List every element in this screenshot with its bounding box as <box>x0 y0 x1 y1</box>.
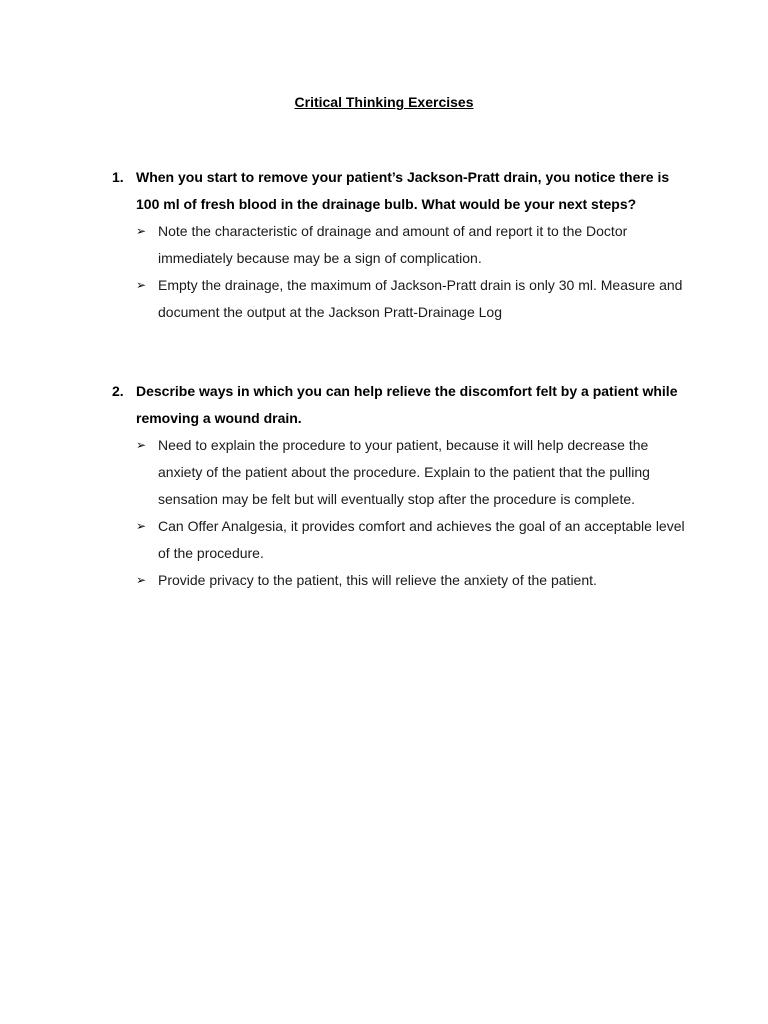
arrow-bullet-icon: ➢ <box>136 438 147 452</box>
question-number: 2. <box>112 383 124 399</box>
arrow-bullet-icon: ➢ <box>136 278 147 292</box>
answer-text: Provide privacy to the patient, this will relieve the anxiety of the patient. <box>158 572 597 588</box>
answer-item <box>112 432 692 513</box>
answer-text: Note the characteristic of drainage and amount of and report it to the Doctor immediately because may be a sign of complication. <box>158 223 628 266</box>
arrow-bullet-icon: ➢ <box>136 519 147 533</box>
question-number: 1. <box>112 169 124 185</box>
question-2 <box>112 378 692 594</box>
question-text: When you start to remove your patient’s Jackson-Pratt drain, you notice there is 100 ml of fresh blood in the drainage bulb. What would be your next steps? <box>136 169 670 212</box>
arrow-bullet-icon: ➢ <box>136 573 147 587</box>
document-title: Critical Thinking Exercises <box>294 94 474 110</box>
answer-item <box>112 272 692 326</box>
answer-list <box>112 218 692 326</box>
answer-text: Empty the drainage, the maximum of Jackson-Pratt drain is only 30 ml. Measure and document the output at the Jackson Pratt-Drainage Log <box>158 277 683 320</box>
answer-text: Can Offer Analgesia, it provides comfort and achieves the goal of an acceptable level of the procedure. <box>158 518 685 561</box>
answer-item <box>112 567 692 594</box>
question-heading <box>112 164 692 218</box>
question-text: Describe ways in which you can help relieve the discomfort felt by a patient while removing a wound drain. <box>136 383 678 426</box>
question-1 <box>112 164 692 326</box>
question-heading <box>112 378 692 432</box>
arrow-bullet-icon: ➢ <box>136 224 147 238</box>
answer-item <box>112 513 692 567</box>
answer-list <box>112 432 692 594</box>
answer-item <box>112 218 692 272</box>
answer-text: Need to explain the procedure to your patient, because it will help decrease the anxiety of the patient about the procedure. Explain to the patient that the pulling sensation may be felt but will eventually stop after the procedure is complete. <box>158 437 650 507</box>
